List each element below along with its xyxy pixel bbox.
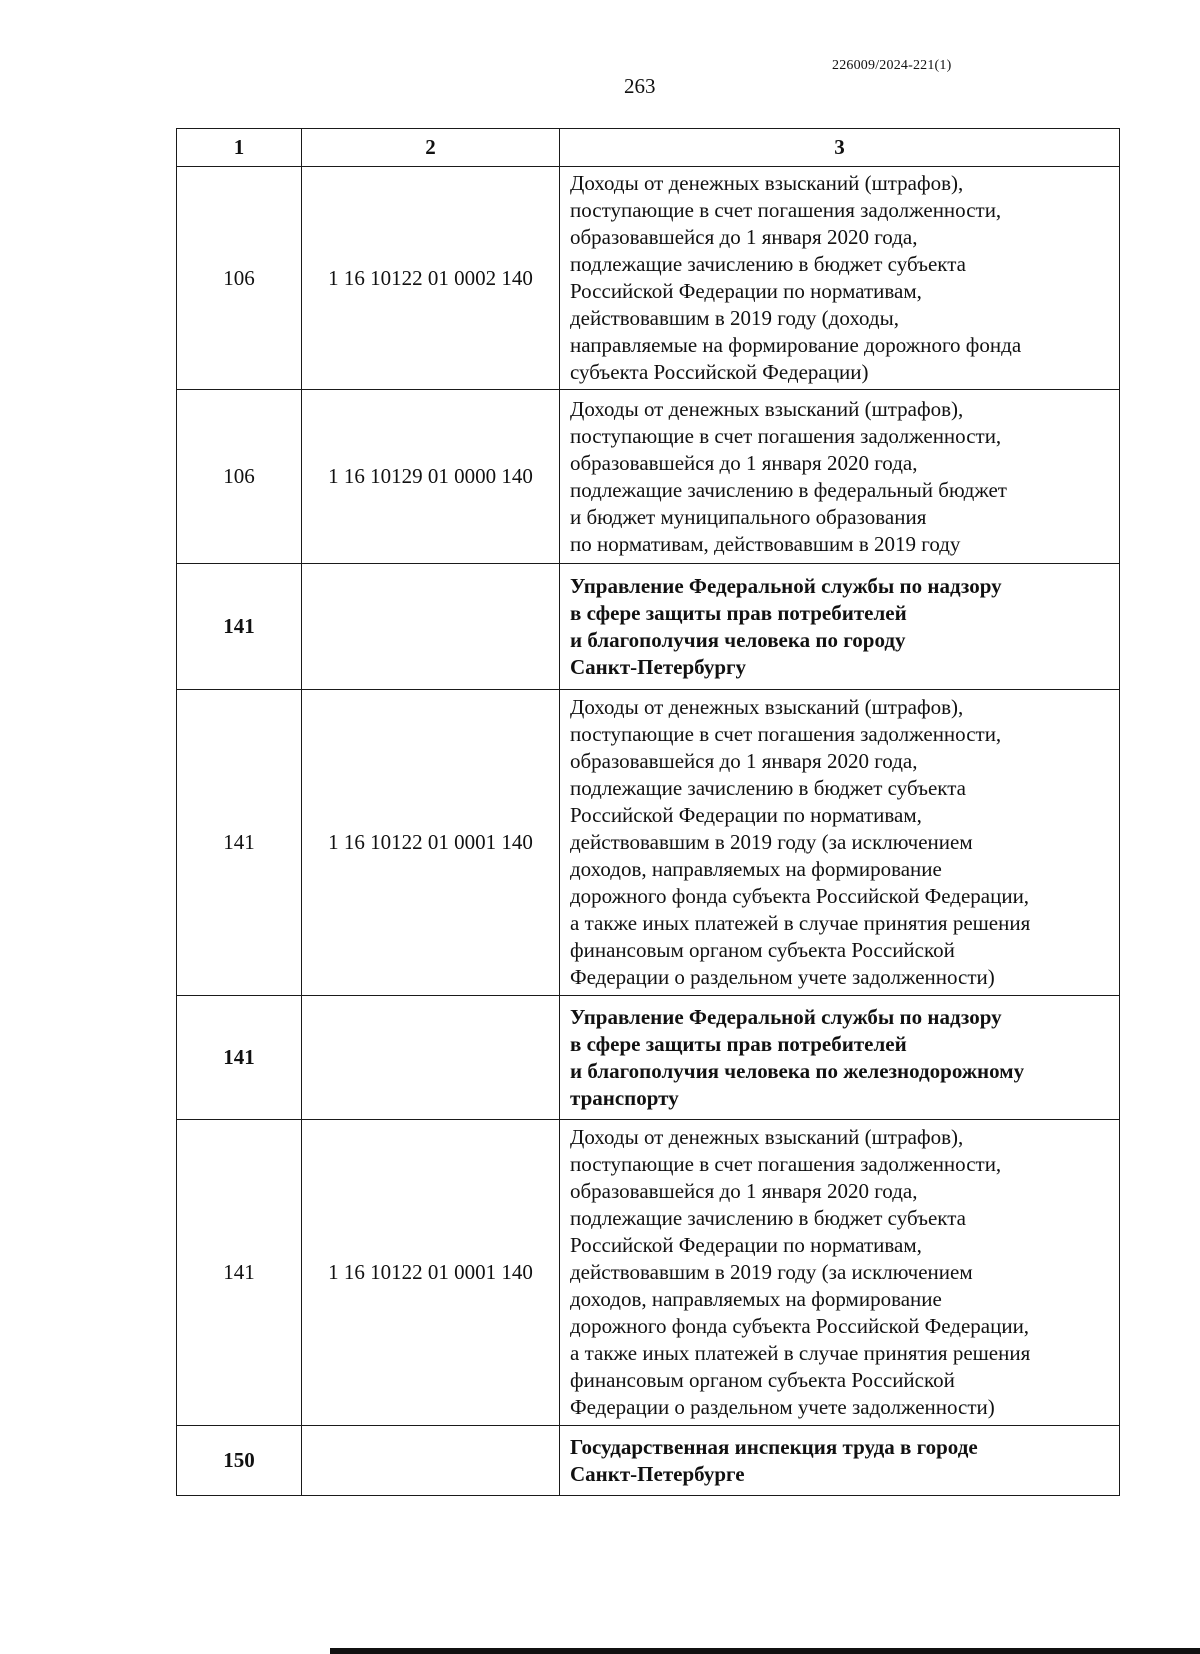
description-cell [560,167,1120,390]
kbk-code-cell [302,1426,560,1496]
scan-edge-rule [330,1648,1200,1654]
admin-code-cell: 150 [177,1426,302,1496]
table-row [177,390,1120,564]
description-text: Доходы от денежных взысканий (штрафов), поступающие в счет погашения задолженности, образовавшейся до 1 января 2020 года, подлежащие зачислению в бюджет субъекта Российской Федерации по нормативам, действовавшим в 2019 году (за исключением доходов, направляемых на формирование дорожного фонда субъекта Российской Федерации, а также иных платежей в случае принятия решения финансовым органом субъекта Российской Федерации о раздельном учете задолженности) [570,1125,1031,1419]
kbk-code-cell: 1 16 10122 01 0001 140 [302,1120,560,1426]
description-cell [560,1120,1120,1426]
administrator-name-text: Управление Федеральной службы по надзору в сфере защиты прав потребителей и благополучия человека по железнодорожному транспорту [570,1004,1025,1110]
kbk-code-cell: 1 16 10122 01 0001 140 [302,690,560,996]
description-cell [560,690,1120,996]
table-row [177,1426,1120,1496]
administrator-name-cell [560,1426,1120,1496]
table-row [177,690,1120,996]
admin-code-cell: 106 [177,390,302,564]
page-number: 263 [624,74,656,98]
administrator-name-cell [560,564,1120,690]
admin-code-cell: 141 [177,996,302,1120]
document-id: 226009/2024-221(1) [832,58,952,73]
revenue-code-table [176,128,1120,1496]
admin-code-cell: 141 [177,690,302,996]
table-header-row [177,129,1120,167]
admin-code-cell: 106 [177,167,302,390]
description-text: Доходы от денежных взысканий (штрафов), поступающие в счет погашения задолженности, образовавшейся до 1 января 2020 года, подлежащие зачислению в бюджет субъекта Российской Федерации по нормативам, действовавшим в 2019 году (доходы, направляемые на формирование дорожного фонда субъекта Российской Федерации) [570,171,1022,384]
table-row [177,1120,1120,1426]
table-row [177,996,1120,1120]
administrator-name-cell [560,996,1120,1120]
kbk-code-cell: 1 16 10122 01 0002 140 [302,167,560,390]
kbk-code-cell [302,996,560,1120]
description-text: Доходы от денежных взысканий (штрафов), поступающие в счет погашения задолженности, образовавшейся до 1 января 2020 года, подлежащие зачислению в бюджет субъекта Российской Федерации по нормативам, действовавшим в 2019 году (за исключением доходов, направляемых на формирование дорожного фонда субъекта Российской Федерации, а также иных платежей в случае принятия решения финансовым органом субъекта Российской Федерации о раздельном учете задолженности) [570,695,1031,989]
description-cell [560,390,1120,564]
administrator-name-text: Государственная инспекция труда в городе Санкт-Петербурге [570,1434,978,1486]
kbk-code-cell [302,564,560,690]
admin-code-cell: 141 [177,564,302,690]
column-header-3: 3 [560,129,1120,167]
administrator-name-text: Управление Федеральной службы по надзору в сфере защиты прав потребителей и благополучия человека по городу Санкт-Петербургу [570,573,1002,679]
column-header-1: 1 [177,129,302,167]
admin-code-cell: 141 [177,1120,302,1426]
table-row [177,167,1120,390]
description-text: Доходы от денежных взысканий (штрафов), поступающие в счет погашения задолженности, образовавшейся до 1 января 2020 года, подлежащие зачислению в федеральный бюджет и бюджет муниципального образования по нормативам, действовавшим в 2019 году [570,396,1007,556]
table-row [177,564,1120,690]
kbk-code-cell: 1 16 10129 01 0000 140 [302,390,560,564]
column-header-2: 2 [302,129,560,167]
